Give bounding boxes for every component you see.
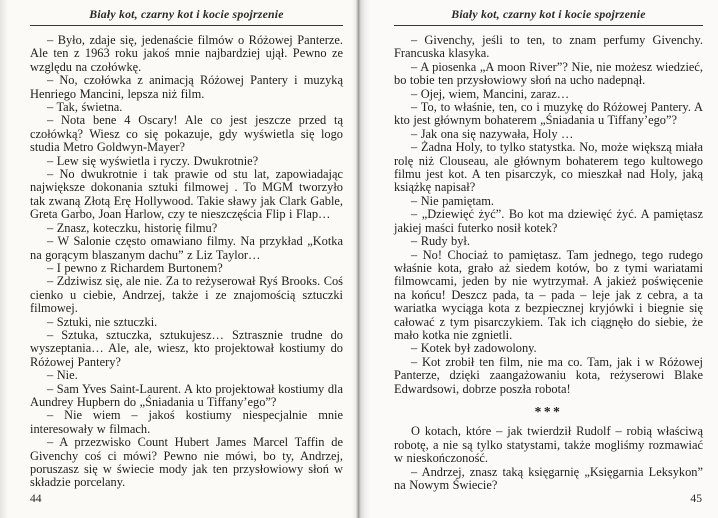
page-body-left [30, 34, 343, 490]
paragraph: – No! Chociaż to pamiętasz. Tam jednego, tego rudego właśnie kota, grało aż siedem kotów, bo z tymi wariatami filmowcami, jeden by nie wytrzymał. A jakież poświęcenie na końcu! Deszcz pada, ta – pada – leje jak z cebra, a ta wariatka wyciąga kota z bezpiecznej kryjówki i biegnie się całować z tym pisarczykiem. Tak ich ciągnęło do siebie, że mało kotka nie zgnietli. [394, 247, 703, 342]
paragraph: – Było, zdaje się, jedenaście filmów o Różowej Panterze. Ale ten z 1963 roku jakoś mnie najbardziej ujął. Pewno ze względu na czołówkę. [30, 33, 343, 74]
paragraph: – Żadna Holy, to tylko statystka. No, może większą miała rolę niż Clouseau, ale głównym bohaterem tego kultowego filmu jest kot. A ten pisarczyk, co mieszkał nad Holy, jaką książkę napisał? [394, 140, 703, 195]
paragraph: – „Dziewięć żyć”. Bo kot ma dziewięć żyć. A pamiętasz jakiej maści futerko nosił kotek? [394, 207, 703, 235]
paragraph: – To, to właśnie, ten, co i muzykę do Różowej Pantery. A kto jest głównym bohaterem „Śniadania u Tiffany’ego”? [394, 100, 703, 128]
page-body-right [394, 34, 703, 492]
paragraph: – Nie wiem – jakoś kostiumy niespecjalnie mnie interesowały w filmach. [30, 408, 343, 436]
paragraph: – W Salonie często omawiano filmy. Na przykład „Kotka na gorącym blaszanym dachu” z Liz Taylor… [30, 234, 343, 262]
paragraph: – Ojej, wiem, Mancini, zaraz… [411, 86, 570, 101]
paragraph: O kotach, które – jak twierdził Rudolf – robią właściwą robotę, a nie są tylko statystami, także mogliśmy rozmawiać w nieskończoność. [394, 424, 703, 466]
running-header: Biały kot, czarny kot i kocie spojrzenie [451, 7, 646, 21]
paragraph: – Tak, świetna. [47, 100, 123, 115]
paragraph: – Nie. [47, 368, 78, 383]
paragraph: – Nie pamiętam. [411, 193, 495, 208]
paragraph: – Lew się wyświetla i ryczy. Dwukrotnie? [47, 153, 259, 168]
header-rule [394, 25, 703, 26]
paragraph: – Zdziwisz się, ale nie. Za to reżyserował Ryś Brooks. Coś cienko u ciebie, Andrzej, także i ze znajomością sztuczki filmowej. [30, 274, 343, 316]
page-number: 44 [30, 492, 42, 505]
paragraph: – No dwukrotnie i tak prawie od stu lat, zapowiadając największe dokonania sztuki filmowej . To MGM tworzyło tak zwaną Złotą Erę Hollywood. Takie sławy jak Clark Gable, Greta Garbo, Joan Harlow, czy te nieszczęścia Flip i Flap… [30, 167, 343, 222]
running-header: Biały kot, czarny kot i kocie spojrzenie [89, 7, 284, 21]
header-rule [30, 25, 343, 26]
paragraph: – No, czołówka z animacją Różowej Pantery i muzyką Henriego Mancini, lepsza niż film. [30, 73, 343, 101]
page-left [0, 0, 357, 518]
page-number: 45 [690, 492, 702, 505]
paragraph: – A przezwisko Count Hubert James Marcel Taffin de Givenchy coś ci mówi? Pewno nie mówi, bo ty, Andrzej, poruszasz się w świecie mody jak ten przysłowiowy słoń w składzie porcelany. [30, 435, 343, 490]
paragraph: – A piosenka „A moon River”? Nie, nie możesz wiedzieć, bo tobie ten przysłowiowy słoń na ucho nadepnął. [394, 59, 703, 88]
paragraph: – Sztuka, sztuczka, sztukujesz… Sztrasznie trudne do wyszeptania… Ale, ale, wiesz, kto projektował kostiumy do Różowej Pantery? [30, 327, 343, 369]
page-right [357, 0, 718, 518]
paragraph: – Nota bene 4 Oscary! Ale co jest jeszcze przed tą czołówką? Wiesz co się pokazuje, gdy wyświetla się logo studia Metro Goldwyn-Mayer? [30, 113, 343, 155]
paragraph: – Jak ona się nazywała, Holy … [411, 126, 574, 141]
paragraph: – Znasz, koteczku, historię filmu? [47, 220, 218, 235]
paragraph: – Kot zrobił ten film, nie ma co. Tam, jak i w Różowej Panterze, dzięki zaangażowaniu kota, reżyserowi Blake Edwardsowi, dobrze poszła robota! [394, 354, 703, 396]
paragraph: – Sam Yves Saint-Laurent. A kto projektował kostiumy dla Aundrey Hupbern do „Śniadania u Tiffany’ego”? [30, 381, 343, 409]
paragraph: – Givenchy, jeśli to ten, to znam perfumy Givenchy. Francuska klasyka. [394, 33, 703, 61]
paragraph: – Andrzej, znasz taką księgarnię „Księgarnia Leksykon” na Nowym Świecie? [394, 464, 703, 492]
paragraph: – Rudy był. [411, 234, 470, 249]
section-separator: *** [534, 403, 563, 419]
paragraph: – Sztuki, nie sztuczki. [47, 314, 158, 329]
paragraph: – Kotek był zadowolony. [411, 341, 537, 356]
paragraph: – I pewno z Richardem Burtonem? [47, 260, 223, 275]
